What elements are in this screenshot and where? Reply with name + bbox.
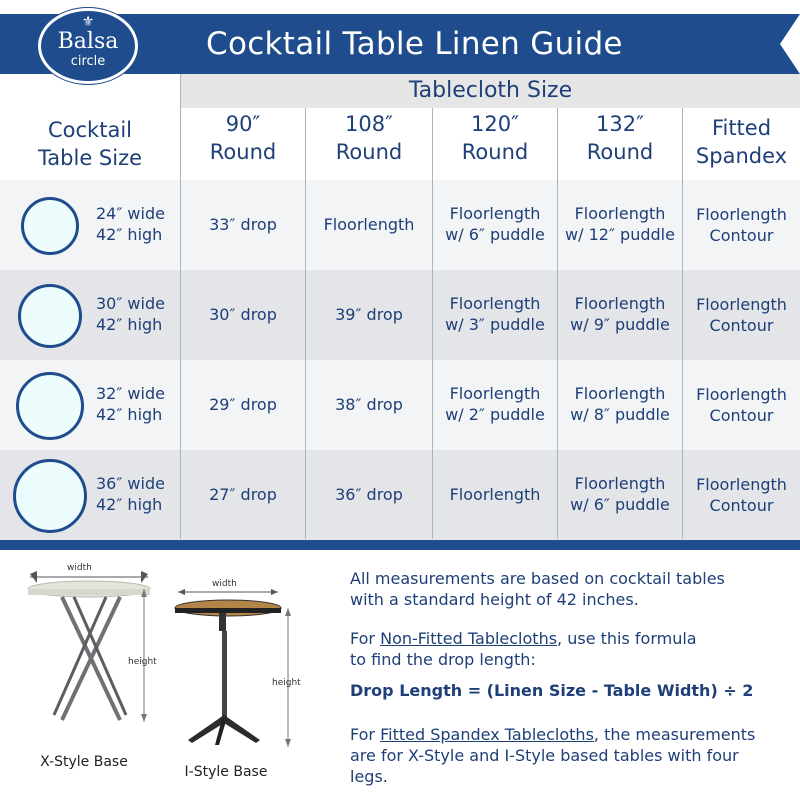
size-width: 30″ wide: [96, 294, 165, 313]
cell-line: Contour: [709, 316, 774, 335]
non-fitted-note: [350, 628, 790, 670]
cell-line: Floorlength: [574, 294, 666, 313]
table-cell: [433, 293, 557, 335]
x-style-height-label: height: [128, 657, 157, 667]
cell-line: w/ 9″ puddle: [570, 315, 670, 334]
table-top-circle-icon: [13, 459, 87, 533]
size-height: 42″ high: [96, 315, 163, 334]
cell-line: Floorlength: [449, 294, 541, 313]
table-cell: 29″ drop: [209, 395, 277, 414]
table-cell: [683, 384, 800, 426]
header-line: 90″: [225, 112, 261, 136]
cell-line: Contour: [709, 406, 774, 425]
table-cell: [683, 294, 800, 336]
cell-line: Contour: [709, 226, 774, 245]
size-width: 24″ wide: [96, 204, 165, 223]
header-line: Fitted: [711, 116, 772, 140]
cocktail-table-size-header: [0, 116, 180, 186]
i-style-height-label: height: [272, 678, 301, 688]
column-header-132-round: [558, 110, 682, 180]
cell-line: Floorlength: [696, 295, 787, 314]
table-cell: 38″ drop: [335, 395, 403, 414]
cell-line: Floorlength: [449, 204, 541, 223]
fitted-spandex-tablecloths-link[interactable]: Fitted Spandex Tablecloths: [380, 725, 594, 744]
table-cell: [558, 473, 682, 515]
table-cell: [558, 383, 682, 425]
note-line: legs.: [350, 767, 388, 786]
table-cell: 36″ drop: [335, 485, 403, 504]
note-text: For: [350, 725, 381, 744]
table-cell: Floorlength: [323, 215, 415, 234]
cell-line: Floorlength: [574, 384, 666, 403]
column-header-90-round: [181, 110, 305, 180]
size-width: 36″ wide: [96, 474, 165, 493]
table-cell: Floorlength: [449, 485, 541, 504]
table-top-circle-icon: [16, 372, 84, 440]
note-text: , use this formula: [557, 629, 697, 648]
table-top-circle-icon: [21, 197, 79, 255]
size-height: 42″ high: [96, 495, 163, 514]
note-text: , the measurements: [593, 725, 756, 744]
note-text: For: [350, 629, 381, 648]
table-cell: 30″ drop: [209, 305, 277, 324]
cell-line: Contour: [709, 496, 774, 515]
fitted-note: [350, 724, 790, 787]
note-line: are for X-Style and I-Style based tables with four: [350, 746, 739, 765]
cell-line: Floorlength: [696, 385, 787, 404]
size-width: 32″ wide: [96, 384, 165, 403]
note-line: with a standard height of 42 inches.: [350, 590, 639, 609]
cell-line: w/ 12″ puddle: [565, 225, 675, 244]
header-line: 132″: [596, 112, 644, 136]
cell-line: w/ 8″ puddle: [570, 405, 670, 424]
table-size-label: [96, 203, 165, 245]
table-cell: [433, 383, 557, 425]
note-line: All measurements are based on cocktail tables: [350, 569, 725, 588]
header-line: 108″: [345, 112, 393, 136]
note-line: [350, 724, 790, 745]
cell-line: w/ 6″ puddle: [570, 495, 670, 514]
cell-line: Floorlength: [449, 384, 541, 403]
cell-line: Floorlength: [696, 205, 787, 224]
header-line: Round: [461, 140, 529, 164]
header-line: Spandex: [695, 144, 788, 168]
column-header-120-round: [433, 110, 557, 180]
non-fitted-tablecloths-link[interactable]: Non-Fitted Tablecloths: [380, 629, 558, 648]
measurement-note: [350, 568, 790, 610]
cell-line: Floorlength: [574, 204, 666, 223]
table-cell: 33″ drop: [209, 215, 277, 234]
size-height: 42″ high: [96, 225, 163, 244]
table-size-label: [96, 383, 165, 425]
table-top-circle-icon: [18, 284, 82, 348]
table-cell: [683, 474, 800, 516]
i-style-width-label: width: [212, 579, 237, 589]
header-line: Round: [335, 140, 403, 164]
x-style-width-label: width: [67, 563, 92, 573]
header-line: Table Size: [37, 146, 143, 170]
table-cell: [433, 203, 557, 245]
table-size-label: [96, 293, 165, 335]
header-line: Round: [586, 140, 654, 164]
drop-length-formula: Drop Length = (Linen Size - Table Width) ÷ 2: [350, 681, 754, 700]
table-cell: [558, 293, 682, 335]
fleur-de-lis-icon: ⚜: [81, 14, 95, 30]
cell-line: w/ 6″ puddle: [445, 225, 545, 244]
note-line: to find the drop length:: [350, 650, 536, 669]
size-height: 42″ high: [96, 405, 163, 424]
header-line: Cocktail: [48, 118, 132, 142]
table-cell: 39″ drop: [335, 305, 403, 324]
logo-subtitle: circle: [70, 54, 106, 69]
page-title: Cocktail Table Linen Guide: [206, 26, 623, 62]
cell-line: w/ 2″ puddle: [445, 405, 545, 424]
note-line: [350, 628, 790, 649]
header-line: 120″: [471, 112, 519, 136]
logo-wordmark: Balsa: [57, 29, 119, 54]
i-style-caption: I-Style Base: [184, 764, 268, 780]
tablecloth-size-header: Tablecloth Size: [181, 74, 800, 108]
cell-line: Floorlength: [696, 475, 787, 494]
divider-bar: [0, 540, 800, 550]
balsa-circle-logo[interactable]: [38, 8, 138, 84]
cell-line: Floorlength: [574, 474, 666, 493]
column-header-108-round: [306, 110, 432, 180]
column-header-fitted-spandex: [683, 114, 800, 184]
i-style-table-illustration: [175, 589, 291, 747]
table-cell: [558, 203, 682, 245]
x-style-table-illustration: [28, 571, 150, 722]
table-cell: 27″ drop: [209, 485, 277, 504]
table-cell: [683, 204, 800, 246]
x-style-caption: X-Style Base: [40, 754, 128, 770]
table-size-label: [96, 473, 165, 515]
cell-line: w/ 3″ puddle: [445, 315, 545, 334]
header-line: Round: [209, 140, 277, 164]
